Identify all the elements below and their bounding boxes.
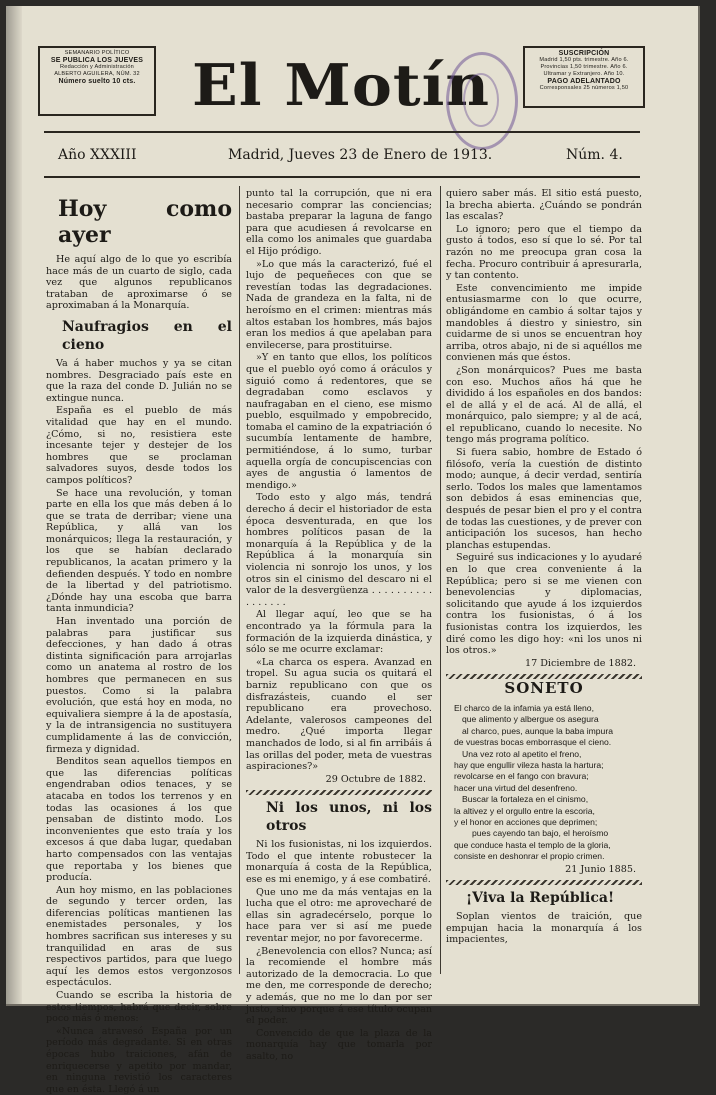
paragraph: Todo esto y algo más, tendrá derecho á decir el historiador de esta época desventurada, en que los hombres políticos pasan de la monarquía á la República y de la República á la monarquía sin violencia ni sonrojo los unos, y los otros sin el cinismo del descaro ni el valor de la desvergüenza . . . . . . . . . . . . . . . . . [246, 492, 432, 608]
soneto-heading: SONETO [504, 679, 584, 698]
paragraph: España es el pueblo de más vitalidad que hay en el mundo. ¿Cómo, si no, resistiera este incesante tejer y destejer de los hombres que se proclaman salvadores suyos, desde todos los campos políticos? [46, 405, 232, 486]
box-right-line: Madrid 1,50 pts. trimestre. Año 6. [539, 57, 629, 63]
paragraph: Que uno me da más ventajas en la lucha que el otro: me aprovecharé de ellas sin agradecérselo, porque lo hace para ver si así me puede reventar mejor, no por favorecerme. [246, 886, 432, 945]
paragraph: »Lo que más la caracterizó, fué el lujo de pequeñeces con que se revestían todas las degradaciones. Nada de grandeza en la falta, ni de heroísmo en el crimen: mientras más altos estaban los hombres, más bajos eran los medios á que apelaban para envilecerse, para prostituirse. [246, 258, 432, 351]
paragraph: Ni los fusionistas, ni los izquierdos. Todo el que intente robustecer la monarquía á costa de la República, ese es mi enemigo, y á ese combatiré. [246, 839, 432, 886]
zigzag-divider [446, 880, 642, 885]
article-date: 29 Octubre de 1882. [325, 773, 426, 785]
paragraph: ¿Son monárquicos? Pues me basta con eso. Muchos años há que he dividido á los españoles en dos bandos: el de allá y el de acá. Al de allá, el monárquico, palo siempre; y al de acá, el republicano, cuando lo necesite. No tengo más programa político. [446, 364, 642, 446]
library-stamp [446, 52, 518, 150]
box-right-line: PAGO ADELANTADO [547, 78, 621, 85]
paragraph: Cuando se escriba la historia de estos tiempos, habrá que decir, sobre poco más ó menos: [46, 990, 232, 1025]
sonnet-verse: pues cayendo tan bajo, el heroísmo [472, 828, 609, 839]
paragraph: Aun hoy mismo, en las poblaciones de segundo y tercer orden, las diferencias políticas mantienen las enemistades personales, y los hombres sacrifican sus intereses y su tranquilidad en aras de sus respectivos partidos, para que luego aquí les demos estos vergonzosos espectáculos. [46, 884, 232, 989]
paragraph: Seguiré sus indicaciones y lo ayudaré en lo que crea conveniente á la República; pero si se me vienen con benevolencias y diplomacias, solicitando que ayude á los izquierdos contra los fusionistas, ó á los fusionistas contra los izquierdos, les diré como les digo hoy: «ni los unos ni los otros.» [446, 552, 642, 657]
box-right-line: Provincias 1,50 trimestre. Año 6. [540, 64, 628, 70]
box-right-line: Corresponsales 25 números 1,50 [539, 85, 629, 91]
sonnet-verse: que alimento y albergue os asegura [462, 714, 599, 725]
zigzag-divider [246, 790, 432, 795]
column-divider [440, 186, 441, 974]
box-right-line: Ultramar y Extranjero. Año 10. [543, 71, 625, 77]
year-label: Año XXXIII [58, 147, 137, 163]
sonnet-date: 21 Junio 1885. [565, 863, 636, 875]
column-1 [46, 188, 232, 1095]
sonnet-verse: al charco, pues, aunque la baba impura [462, 725, 613, 736]
column-divider [239, 186, 240, 974]
paragraph: punto tal la corrupción, que ni era necesario comprar las conciencias; bastaba preparar la laguna de fango para que acudiesen á revolcarse en ella como los animales que guardaba el Hijo pródigo. [246, 188, 432, 257]
newspaper-page [6, 6, 700, 1095]
sonnet-verse: hacer una virtud del desenfreno. [454, 782, 578, 793]
paragraph: Lo ignoro; pero que el tiempo da gusto á todos, eso sí que lo sé. Por tal razón no me preocupa gran cosa la fecha. Procuro contribuir á apresurarla, y tan contento. [446, 223, 642, 282]
headline-hoy-como-ayer: Hoy como ayer [58, 196, 232, 248]
sonnet-verse: y el honor en acciones que deprimen; [454, 817, 598, 827]
box-left-line: ALBERTO AGUILERA, NÚM. 32 [54, 71, 140, 77]
box-left-line: SE PUBLICA LOS JUEVES [50, 57, 144, 64]
box-left-line: Redacción y Administración [60, 64, 134, 70]
masthead-info-box-left [38, 46, 156, 116]
sonnet-verse: Buscar la fortaleza en el cinismo, [462, 794, 589, 805]
sonnet-verse: revolcarse en el fango con bravura; [454, 771, 589, 782]
paragraph: Va á haber muchos y ya se citan nombres. Desgraciado país este en que la raza del conde D. Julián no se extingue nunca. [46, 357, 232, 404]
paragraph: Se hace una revolución, y toman parte en ella los que más deben á lo que se trata de derribar; viene una República, y allá van los monárquicos; llega la restauración, y los que se habían declarado republicanos, la acatan primero y la defienden después. Y todo en nombre de la libertad y del patriotismo. ¿Dónde hay una escoba que barra tanta inmundicia? [46, 487, 232, 615]
paragraph: He aquí algo de lo que yo escribía hace más de un cuarto de siglo, cada vez que algunos republicanos trataban de aproximarse ó se aproximaban á la Monarquía. [46, 254, 232, 312]
sonnet-verse: Una vez roto al apetito el freno, [462, 748, 582, 759]
sonnet-verse: que conduce hasta el templo de la gloria, [454, 839, 611, 850]
sonnet-verse: El charco de la infamia ya está lleno, [454, 702, 594, 713]
paragraph: »Y en tanto que ellos, los políticos que el pueblo oyó como á oráculos y siguió como á redentores, que se degradaban como esclavos y naufragaban en el cieno, ese mismo pueblo, esquilmado y empobrecido, tomaba el camino de la expatriación ó sucumbía lentamente de hambre, permitiéndose, á lo sumo, turbar aquella orgía de concupiscencias con ayes de angustia ó lamentos de mendigo.» [246, 352, 432, 491]
paragraph: «La charca os espera. Avanzad en tropel. Su agua sucia os quitará el barniz republicano con que os disfrazásteis, cuando el ser republicano era provechoso. Adelante, valerosos campeones del medro. ¿Qué importa llegar manchados de lodo, si al fin arribáis á las orillas del poder, meta de vuestras aspiraciones?» [246, 656, 432, 773]
paragraph: «Nunca atravesó España por un período más degradante. Si en otras épocas hubo traiciones, afán de enriquecerse y apetito por mandar, en ninguna revistió los caracteres que en ésta. Llegó á un [46, 1025, 232, 1095]
sonnet-verse: la altivez y el orgullo entre la escoria, [454, 805, 595, 816]
paragraph: Este convencimiento me impide entusiasmarme con lo que ocurre, obligándome en cambio á soltar tajos y mandobles á diestro y siniestro, sin cuidarme de si unos se encuentran hoy arriba, otros abajo, ni de si aquéllos me convienen más que éstos. [446, 282, 642, 364]
masthead-subscription-box [523, 46, 645, 108]
sonnet-verse: hay que engullir vileza hasta la hartura; [454, 759, 604, 770]
masthead-rule-bottom [44, 176, 640, 178]
sonnet-verse: consiste en deshonrar el propio crimen. [454, 851, 605, 862]
article-date: 17 Diciembre de 1882. [524, 657, 636, 669]
paragraph: Al llegar aquí, leo que se ha encontrado ya la fórmula para la formación de la izquierda dinástica, y sólo se me ocurre exclamar: [246, 609, 432, 656]
subheading-naufragios: Naufragios en el cieno [62, 318, 232, 353]
paragraph: Benditos sean aquellos tiempos en que las diferencias políticas engendraban odios tenaces, y se atacaba en todos los terrenos y en todas las ocasiones á los que pensaban de distinto modo. Los inconvenientes que esto traía y los excesos á que daba lugar, quedaban harto compensados con las ventajas que reportaba y los bienes que producía. [46, 756, 232, 884]
column-3 [446, 188, 642, 974]
box-left-line: SEMANARIO POLÍTICO [64, 50, 130, 56]
issue-number: Núm. 4. [566, 147, 623, 163]
paragraph: Han inventado una porción de palabras para justificar sus defecciones, y han dado á otras distinta significación para arrojarlas como un anatema al rostro de los hombres que permanecen en sus puestos. Como si la palabra evolución, que está hoy en moda, no equivaliera siempre á la de apostasía, y la de intransigencia no sustituyera cumplidamente á las de convicción, firmeza y dignidad. [46, 616, 232, 755]
box-right-line: SUSCRIPCIÓN [558, 50, 610, 57]
sonnet-verse: de vuestras bocas emborrasque el cieno. [454, 737, 612, 748]
paragraph: ¿Benevolencia con ellos? Nunca; así la recomiende el hombre más autorizado de la democracia. Lo que me den, me corresponde de derecho; y además, que no me lo dan por ser justo, sino porque á ese título ocupan el poder. [246, 945, 432, 1027]
paragraph: Soplan vientos de traición, que empujan hacia la monarquía á los impacientes, [446, 911, 642, 946]
headline-ni-los-unos: Ni los unos, ni los otros [266, 800, 432, 835]
newspaper-title: El Motín [192, 52, 490, 120]
date-line: Madrid, Jueves 23 de Enero de 1913. [228, 147, 493, 163]
paragraph: Si fuera sabio, hombre de Estado ó filósofo, vería la cuestión de distinto modo; aunque, á decir verdad, sentiría serlo. Todos los males que lamentamos son debidos á esas eminencias que, después de pesar bien el pro y el contra de todas las cuestiones, y de prever con anticipación los sucesos, han hecho planchas estupendas. [446, 447, 642, 551]
masthead-rule-top [44, 131, 640, 133]
paragraph: quiero saber más. El sitio está puesto, la brecha abierta. ¿Cuándo se pondrán las escalas? [446, 188, 642, 223]
paragraph: Convencido de que la plaza de la monarquía hay que tomarla por asalto, no [246, 1027, 432, 1062]
box-left-line: Número suelto 10 cts. [58, 78, 136, 85]
column-2 [246, 188, 432, 1062]
page-edge-shadow [6, 6, 22, 1004]
headline-viva-la-republica: ¡Viva la República! [466, 890, 615, 907]
